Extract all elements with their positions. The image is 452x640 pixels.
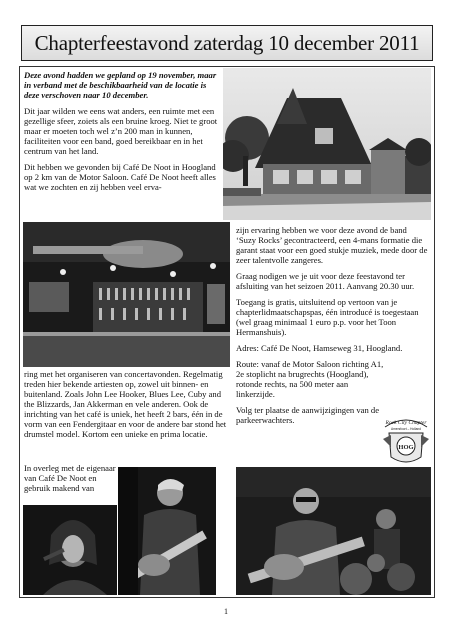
right-paragraph-5: Route: vanaf de Motor Saloon richting A1, 2e stoplicht na brugrechts (Hoogland), rotonde rechts, na 500 meter aan linkerzijde. [236,359,384,399]
page-title: Chapterfeestavond zaterdag 10 december 2011 [34,30,420,55]
right-paragraph-4: Adres: Café De Noot, Hamseweg 31, Hoogland. [236,343,403,353]
band-performance-photo [236,467,431,595]
left-paragraph-1: ring met het organiseren van concertavonden. Regelmatig treden hier bekende artiesten op, zowel uit binnen- en buitenland. Zoals John Lee Hooker, Blues Lee, Cuby and the Blizzards, Jan Akkerman en vele anderen. Ook de inrichting van het café is uniek, het heeft 2 bars, één in de vorm van een Fendergitaar en voor de andere bar stond het drumstel model. Kortom een unieke en prima locatie. [24,369,227,439]
left-column-text [24,369,230,445]
right-column-text [236,225,428,431]
logo-text-mid: Amersfoort – Holland [391,427,421,431]
logo-text-top: Rock City Chapter [385,420,427,426]
title-banner [21,25,433,61]
hog-chapter-logo [381,413,431,469]
intro-paragraph-2: Dit hebben we gevonden bij Café De Noot in Hoogland op 2 km van de Motor Saloon. Café De Noot heeft alles wat we zochten en zij hebben veel erva- [24,162,216,192]
right-paragraph-2: Graag nodigen we je uit voor deze feestavond ter afsluiting van het seizoen 2011. Aanvang 20.30 uur. [236,271,415,291]
intro-paragraph-1: Dit jaar wilden we eens wat anders, een ruimte met een gezellige sfeer, zoiets als een bruine kroeg. Niet te groot maar er moeten toch wel z’n 200 man in kunnen, faciliteiten voor een band, goed bereikbaar en in het centrum van het land. [24,106,218,156]
cafe-building-photo [223,68,431,220]
singer-photo [23,505,117,595]
intro-lead: Deze avond hadden we gepland op 19 november, maar in verband met de beschikbaarheid van de locatie is deze verschoven naar 10 december. [24,70,217,100]
right-paragraph-3: Toegang is gratis, uitsluitend op vertoon van je chapterlidmaatschapspas, één introducé is toegestaan (wel graag minimaal 1 euro p.p. voor het Toon Hermanshuis). [236,297,419,337]
guitarist-photo [118,467,216,595]
intro-text [24,70,220,198]
page-number: 1 [224,607,228,616]
left-column-text-2 [24,463,116,499]
right-paragraph-1: zijn ervaring hebben we voor deze avond de band ‘Suzy Rocks’ gecontracteerd, een 4-mans formatie die garant staat voor een goed stukje muziek, mede door de zeer talentvolle zangeres. [236,225,428,265]
bar-interior-photo [23,222,230,367]
logo-monogram: HOG [398,444,414,451]
right-paragraph-6: Volg ter plaatse de aanwijzigingen van de parkeerwachters. [236,405,380,425]
left-paragraph-2: In overleg met de eigenaar van Café De Noot en gebruik makend van [24,463,116,493]
